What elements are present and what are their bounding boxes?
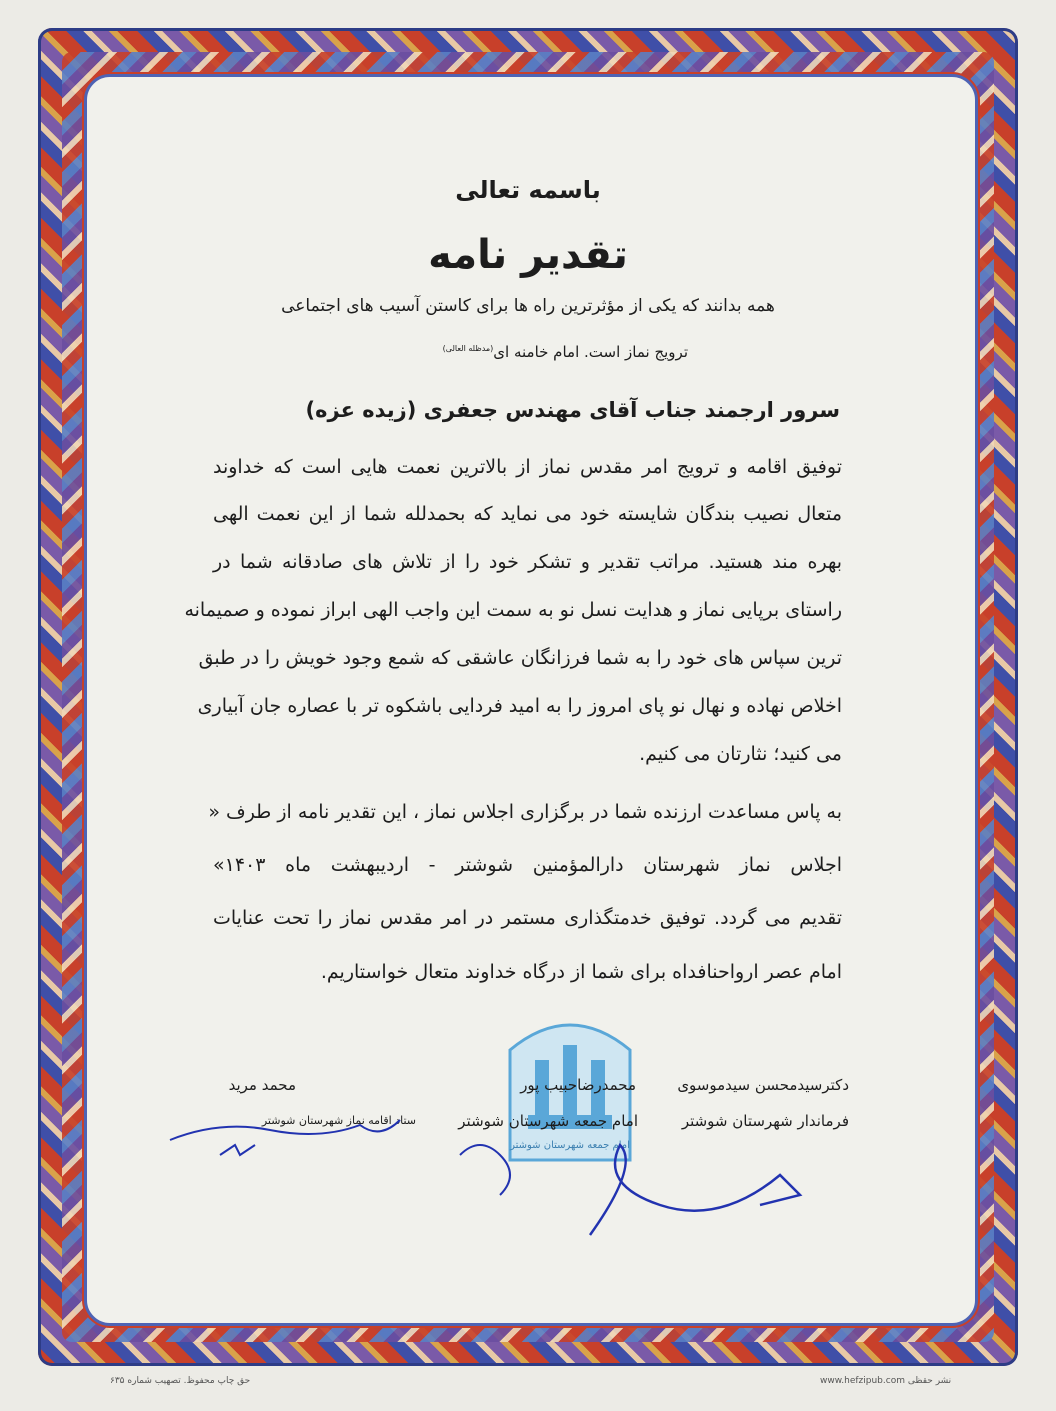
quote-text: ترویج نماز است. امام خامنه ای	[493, 343, 688, 361]
signatory-3-role: ستاد اقامه نماز شهرستان شوشتر	[261, 1114, 416, 1127]
signatory-2-role: امام جمعه شهرستان شوشتر	[458, 1112, 638, 1130]
body-line-4: راستای برپایی نماز و هدایت نسل نو به سمت این واجب الهی ابراز نموده و صمیمانه	[184, 599, 842, 621]
body2-line-1: به پاس مساعدت ارزنده شما در برگزاری اجلاس نماز ، این تقدیر نامه از طرف «	[208, 801, 842, 823]
body-line-3: بهره مند هستید. مراتب تقدیر و تشکر خود را از تلاش های صادقانه شما در	[213, 551, 842, 573]
invocation: باسمه تعالی	[455, 176, 601, 204]
body-line-2: متعال نصیب بندگان شایسته خود می نماید که بحمدلله شما از این نعمت الهی	[213, 503, 842, 525]
body-line-6: اخلاص نهاده و نهال نو پای امروز را به امید فردایی باشکوه تر با عصاره جان آبیاری	[197, 695, 842, 717]
body-line-7: می کنید؛ نثارتان می کنیم.	[639, 743, 842, 765]
body-line-5: ترین سپاس های خود را به شما فرزانگان عاشقی که شمع وجود خویش را در طبق	[198, 647, 842, 669]
signatory-2-name: محمدرضاحبیب پور	[520, 1076, 636, 1094]
quote-line-2	[443, 343, 688, 361]
signatory-1-name: دکترسیدمحسن سیدموسوی	[677, 1076, 849, 1094]
body2-line-4: امام عصر ارواحنافداه برای شما از درگاه خداوند متعال خواستاریم.	[320, 961, 842, 983]
footer-publisher: www.hefzipub.com نشر حقظی	[820, 1376, 952, 1386]
quote-honorific: (مدظله العالی)	[442, 344, 494, 353]
signatory-3-name: محمد مرید	[228, 1076, 296, 1094]
emblem-text: امام جمعه شهرستان شوشتر	[510, 1140, 630, 1151]
certificate-title: تقدیر نامه	[428, 232, 628, 278]
signatory-1-role: فرماندار شهرستان شوشتر	[681, 1112, 849, 1130]
quote-line-1: همه بدانند که یکی از مؤثرترین راه ها برای کاستن آسیب های اجتماعی	[281, 296, 775, 316]
signature-1	[160, 1100, 420, 1170]
body2-line-3: تقدیم می گردد. توفیق خدمتگذاری مستمر در امر مقدس نماز را تحت عنایات	[213, 907, 842, 929]
addressee: سرور ارجمند جناب آقای مهندس جعفری (زیده عزه)	[305, 398, 840, 422]
body2-line-2: اجلاس نماز شهرستان دارالمؤمنین شوشتر - اردیبهشت ماه ۱۴۰۳»	[213, 854, 842, 876]
body-line-1: توفیق اقامه و ترویج امر مقدس نماز از بالاترین نعمت هایی است که خداوند	[213, 456, 842, 478]
footer-copyright: حق چاپ محفوظ. تصهیب شماره ۶۳۵	[110, 1376, 251, 1386]
signature-2	[440, 1125, 820, 1255]
